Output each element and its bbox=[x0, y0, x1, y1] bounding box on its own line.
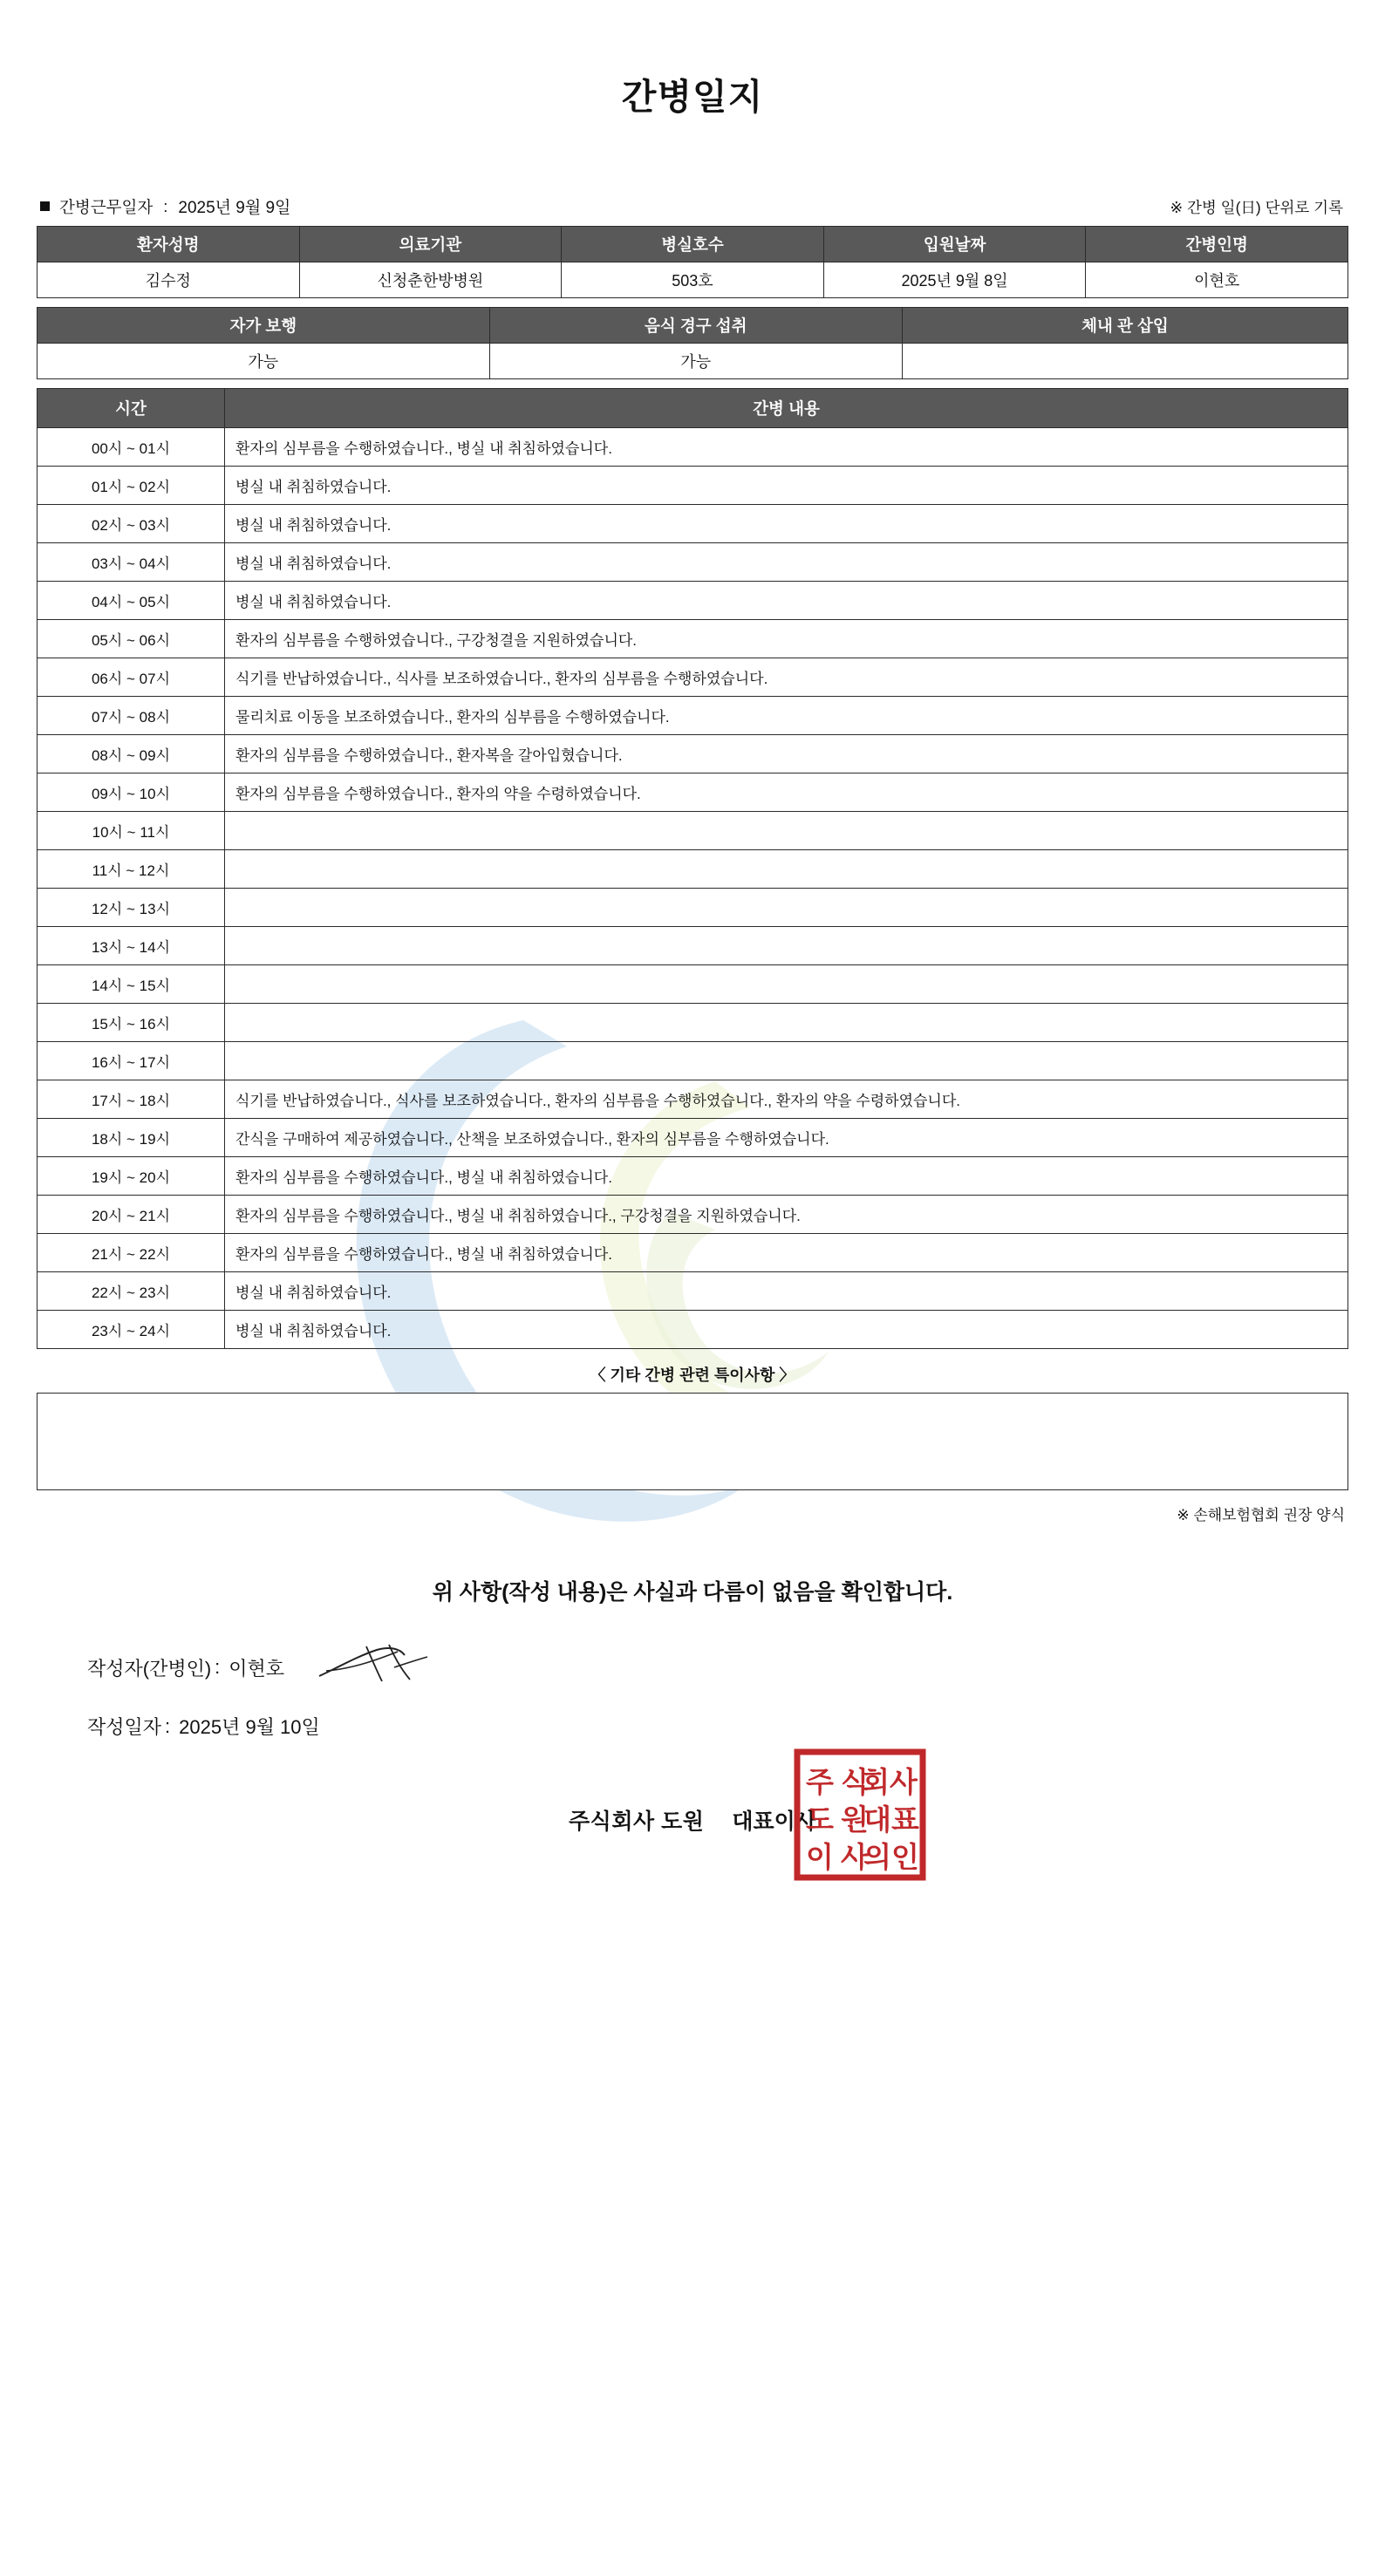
log-time-cell: 00시 ~ 01시 bbox=[38, 428, 225, 467]
val-patient-name: 김수정 bbox=[38, 262, 300, 298]
log-content-cell[interactable]: 환자의 심부름을 수행하였습니다., 환자의 약을 수령하였습니다. bbox=[225, 773, 1348, 812]
log-content-cell[interactable]: 병실 내 취침하였습니다. bbox=[225, 543, 1348, 582]
col-oral-intake: 음식 경구 섭취 bbox=[489, 308, 902, 344]
log-time-cell: 07시 ~ 08시 bbox=[38, 697, 225, 735]
table-row bbox=[38, 1196, 1348, 1234]
notes-box[interactable] bbox=[37, 1393, 1348, 1490]
table-row bbox=[38, 697, 1348, 735]
company-seal-stamp-icon bbox=[794, 1748, 926, 1881]
log-time-cell: 23시 ~ 24시 bbox=[38, 1311, 225, 1349]
log-time-cell: 11시 ~ 12시 bbox=[38, 850, 225, 889]
log-time-cell: 12시 ~ 13시 bbox=[38, 889, 225, 927]
log-time-cell: 04시 ~ 05시 bbox=[38, 582, 225, 620]
work-date bbox=[40, 194, 290, 218]
log-content-cell[interactable]: 환자의 심부름을 수행하였습니다., 환자복을 갈아입혔습니다. bbox=[225, 735, 1348, 773]
table-row bbox=[38, 1311, 1348, 1349]
work-date-value: 2025년 9월 9일 bbox=[178, 199, 291, 217]
log-time-cell: 05시 ~ 06시 bbox=[38, 620, 225, 658]
col-caregiver-name: 간병인명 bbox=[1086, 227, 1348, 262]
svg-text:대표: 대표 bbox=[863, 1803, 919, 1836]
log-time-cell: 19시 ~ 20시 bbox=[38, 1157, 225, 1196]
log-content-cell[interactable]: 환자의 심부름을 수행하였습니다., 구강청결을 지원하였습니다. bbox=[225, 620, 1348, 658]
col-care-content: 간병 내용 bbox=[225, 389, 1348, 428]
care-condition-table bbox=[37, 307, 1348, 379]
table-row bbox=[38, 428, 1348, 467]
log-time-cell: 03시 ~ 04시 bbox=[38, 543, 225, 582]
log-time-cell: 14시 ~ 15시 bbox=[38, 965, 225, 1004]
val-oral-intake: 가능 bbox=[489, 344, 902, 379]
date-label: 작성일자 bbox=[87, 1716, 162, 1738]
work-date-colon: : bbox=[163, 196, 168, 215]
form-source-note: ※ 손해보험협회 권장 양식 bbox=[1177, 1507, 1345, 1523]
log-time-cell: 20시 ~ 21시 bbox=[38, 1196, 225, 1234]
svg-text:주: 주 bbox=[806, 1766, 834, 1798]
svg-text:원: 원 bbox=[841, 1803, 869, 1836]
log-content-cell[interactable] bbox=[225, 889, 1348, 927]
table-header-row bbox=[38, 227, 1348, 262]
table-row bbox=[38, 812, 1348, 850]
meta-row bbox=[37, 194, 1348, 218]
log-time-cell: 18시 ~ 19시 bbox=[38, 1119, 225, 1157]
col-admission-date: 입원날짜 bbox=[823, 227, 1086, 262]
log-content-cell[interactable]: 환자의 심부름을 수행하였습니다., 병실 내 취침하였습니다. bbox=[225, 1157, 1348, 1196]
log-time-cell: 13시 ~ 14시 bbox=[38, 927, 225, 965]
page-title: 간병일지 bbox=[621, 77, 764, 117]
date-value: 2025년 9월 10일 bbox=[179, 1716, 320, 1738]
val-admission-date: 2025년 9월 8일 bbox=[823, 262, 1086, 298]
table-row bbox=[38, 505, 1348, 543]
log-time-cell: 10시 ~ 11시 bbox=[38, 812, 225, 850]
table-row bbox=[38, 1004, 1348, 1042]
writer-value: 이현호 bbox=[229, 1657, 285, 1680]
handwritten-signature-icon bbox=[314, 1641, 436, 1687]
table-row bbox=[38, 582, 1348, 620]
log-content-cell[interactable]: 환자의 심부름을 수행하였습니다., 병실 내 취침하였습니다. bbox=[225, 1234, 1348, 1272]
svg-text:회사: 회사 bbox=[862, 1766, 918, 1798]
notes-title: 〈 기타 간병 관련 특이사항 〉 bbox=[590, 1366, 795, 1384]
svg-text:식: 식 bbox=[841, 1766, 869, 1798]
log-content-cell[interactable] bbox=[225, 965, 1348, 1004]
log-content-cell[interactable] bbox=[225, 927, 1348, 965]
table-row bbox=[38, 1157, 1348, 1196]
work-date-label: 간병근무일자 bbox=[59, 197, 154, 216]
table-row bbox=[38, 735, 1348, 773]
log-content-cell[interactable]: 식기를 반납하였습니다., 식사를 보조하였습니다., 환자의 심부름을 수행하였습니다., 환자의 약을 수령하였습니다. bbox=[225, 1080, 1348, 1119]
log-content-cell[interactable]: 병실 내 취침하였습니다. bbox=[225, 1272, 1348, 1311]
val-room-number: 503호 bbox=[562, 262, 824, 298]
col-hospital: 의료기관 bbox=[299, 227, 562, 262]
writer-colon: : bbox=[215, 1656, 221, 1678]
col-tube-insertion: 체내 관 삽입 bbox=[902, 308, 1347, 344]
writer-line bbox=[87, 1645, 1348, 1690]
val-hospital: 신청춘한방병원 bbox=[299, 262, 562, 298]
log-time-cell: 17시 ~ 18시 bbox=[38, 1080, 225, 1119]
table-row bbox=[38, 850, 1348, 889]
svg-text:의인: 의인 bbox=[863, 1841, 919, 1873]
log-content-cell[interactable] bbox=[225, 812, 1348, 850]
company-title: 대표이사 bbox=[732, 1809, 816, 1834]
table-row bbox=[38, 467, 1348, 505]
log-time-cell: 06시 ~ 07시 bbox=[38, 658, 225, 697]
hourly-log-body bbox=[38, 428, 1348, 1349]
table-row bbox=[38, 927, 1348, 965]
table-row bbox=[38, 543, 1348, 582]
svg-text:사: 사 bbox=[841, 1841, 869, 1873]
table-row bbox=[38, 1234, 1348, 1272]
date-line bbox=[87, 1713, 1348, 1740]
log-time-cell: 16시 ~ 17시 bbox=[38, 1042, 225, 1080]
log-time-cell: 22시 ~ 23시 bbox=[38, 1272, 225, 1311]
log-content-cell[interactable]: 환자의 심부름을 수행하였습니다., 병실 내 취침하였습니다., 구강청결을 지원하였습니다. bbox=[225, 1196, 1348, 1234]
company-name: 주식회사 도원 bbox=[569, 1809, 705, 1834]
log-content-cell[interactable]: 식기를 반납하였습니다., 식사를 보조하였습니다., 환자의 심부름을 수행하였습니다. bbox=[225, 658, 1348, 697]
table-row bbox=[38, 620, 1348, 658]
log-time-cell: 15시 ~ 16시 bbox=[38, 1004, 225, 1042]
val-caregiver-name: 이현호 bbox=[1086, 262, 1348, 298]
col-time: 시간 bbox=[38, 389, 225, 428]
table-row bbox=[38, 1119, 1348, 1157]
val-self-walking: 가능 bbox=[38, 344, 490, 379]
table-row bbox=[38, 344, 1348, 379]
log-content-cell[interactable]: 간식을 구매하여 제공하였습니다., 산책을 보조하였습니다., 환자의 심부름을 수행하였습니다. bbox=[225, 1119, 1348, 1157]
log-content-cell[interactable]: 병실 내 취침하였습니다. bbox=[225, 1311, 1348, 1349]
col-self-walking: 자가 보행 bbox=[38, 308, 490, 344]
log-time-cell: 01시 ~ 02시 bbox=[38, 467, 225, 505]
square-bullet-icon bbox=[40, 201, 50, 211]
table-row bbox=[38, 1042, 1348, 1080]
table-row bbox=[38, 965, 1348, 1004]
log-content-cell[interactable]: 병실 내 취침하였습니다. bbox=[225, 582, 1348, 620]
date-colon: : bbox=[165, 1714, 171, 1737]
table-row bbox=[38, 1080, 1348, 1119]
table-row bbox=[38, 889, 1348, 927]
log-time-cell: 02시 ~ 03시 bbox=[38, 505, 225, 543]
table-row bbox=[38, 773, 1348, 812]
log-time-cell: 21시 ~ 22시 bbox=[38, 1234, 225, 1272]
log-content-cell[interactable]: 물리치료 이동을 보조하였습니다., 환자의 심부름을 수행하였습니다. bbox=[225, 697, 1348, 735]
confirmation-statement: 위 사항(작성 내용)은 사실과 다름이 없음을 확인합니다. bbox=[432, 1580, 953, 1605]
svg-text:도: 도 bbox=[806, 1803, 834, 1836]
log-time-cell: 08시 ~ 09시 bbox=[38, 735, 225, 773]
table-row bbox=[38, 658, 1348, 697]
table-header-row bbox=[38, 308, 1348, 344]
svg-text:이: 이 bbox=[806, 1841, 834, 1873]
table-row bbox=[38, 262, 1348, 298]
patient-info-table bbox=[37, 226, 1348, 298]
log-content-cell[interactable]: 병실 내 취침하였습니다. bbox=[225, 467, 1348, 505]
log-content-cell[interactable]: 병실 내 취침하였습니다. bbox=[225, 505, 1348, 543]
unit-note: ※ 간병 일(日) 단위로 기록 bbox=[1170, 199, 1343, 216]
val-tube-insertion bbox=[902, 344, 1347, 379]
log-time-cell: 09시 ~ 10시 bbox=[38, 773, 225, 812]
table-row bbox=[38, 1272, 1348, 1311]
writer-label: 작성자(간병인) bbox=[87, 1657, 212, 1680]
table-header-row bbox=[38, 389, 1348, 428]
log-content-cell[interactable] bbox=[225, 1042, 1348, 1080]
log-content-cell[interactable]: 환자의 심부름을 수행하였습니다., 병실 내 취침하였습니다. bbox=[225, 428, 1348, 467]
hourly-log-table bbox=[37, 388, 1348, 1349]
col-room-number: 병실호수 bbox=[562, 227, 824, 262]
company-row bbox=[37, 1766, 1348, 1873]
col-patient-name: 환자성명 bbox=[38, 227, 300, 262]
log-content-cell[interactable] bbox=[225, 850, 1348, 889]
log-content-cell[interactable] bbox=[225, 1004, 1348, 1042]
signature-block bbox=[37, 1645, 1348, 1740]
